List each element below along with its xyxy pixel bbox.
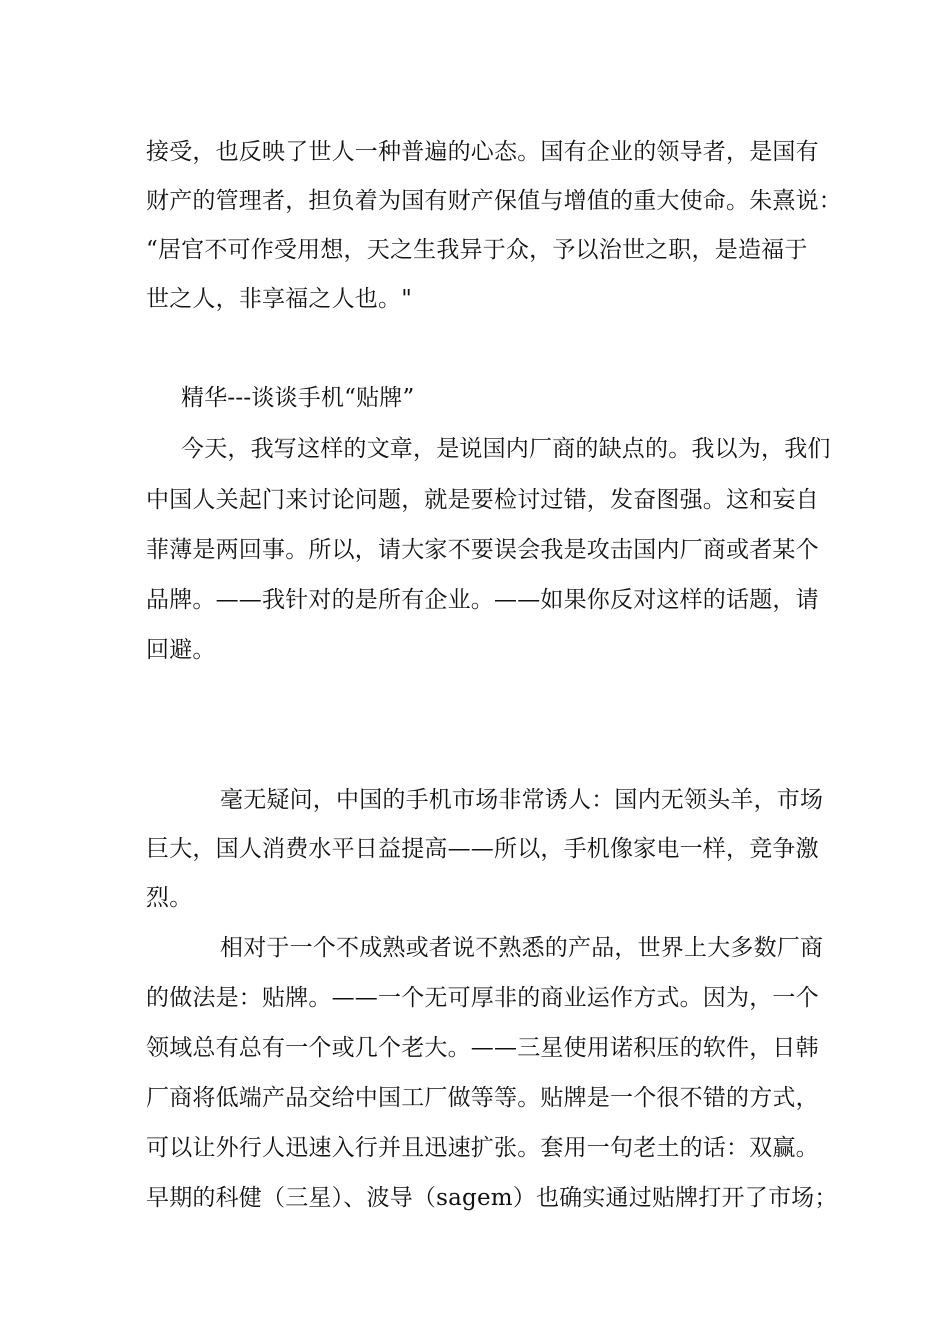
paragraph-line: “居官不可作受用想，天之生我异于众，予以治世之职，是造福于 [146,237,808,263]
paragraph-line: 相对于一个不成熟或者说不熟悉的产品，世界上大多数厂商 [220,935,824,961]
paragraph-line: 的做法是：贴牌。——一个无可厚非的商业运作方式。因为，一个 [146,985,819,1011]
paragraph-line: 可以让外行人迅速入行并且迅速扩张。套用一句老土的话：双赢。 [146,1135,819,1161]
paragraph-line: 今天，我写这样的文章，是说国内厂商的缺点的。我以为，我们 [181,436,831,462]
paragraph-line: 回避。 [146,637,216,663]
paragraph-line: 菲薄是两回事。所以，请大家不要误会我是攻击国内厂商或者某个 [146,537,819,563]
paragraph-line: 巨大，国人消费水平日益提高——所以，手机像家电一样，竞争激 [146,836,819,862]
paragraph-line: 中国人关起门来讨论问题，就是要检讨过错，发奋图强。这和妄自 [146,487,819,513]
paragraph-line: 烈。 [146,885,193,911]
paragraph-line: 财产的管理者，担负着为国有财产保值与增值的重大使命。朱熹说： [146,188,842,214]
paragraph-line: 厂商将低端产品交给中国工厂做等等。贴牌是一个很不错的方式， [146,1085,819,1111]
paragraph-line: 世之人，非享福之人也。" [146,286,412,312]
paragraph-line: 品牌。——我针对的是所有企业。——如果你反对这样的话题，请 [146,587,819,613]
paragraph-line: 领域总有总有一个或几个老大。——三星使用诺积压的软件，日韩 [146,1035,819,1061]
paragraph-line: 早期的科健（三星）、波导（sagem）也确实通过贴牌打开了市场； [146,1185,838,1211]
section-title: 精华---谈谈手机“贴牌” [181,385,415,411]
paragraph-line: 毫无疑问，中国的手机市场非常诱人：国内无领头羊，市场 [220,787,824,813]
paragraph-line: 接受，也反映了世人一种普遍的心态。国有企业的领导者，是国有 [146,139,819,165]
